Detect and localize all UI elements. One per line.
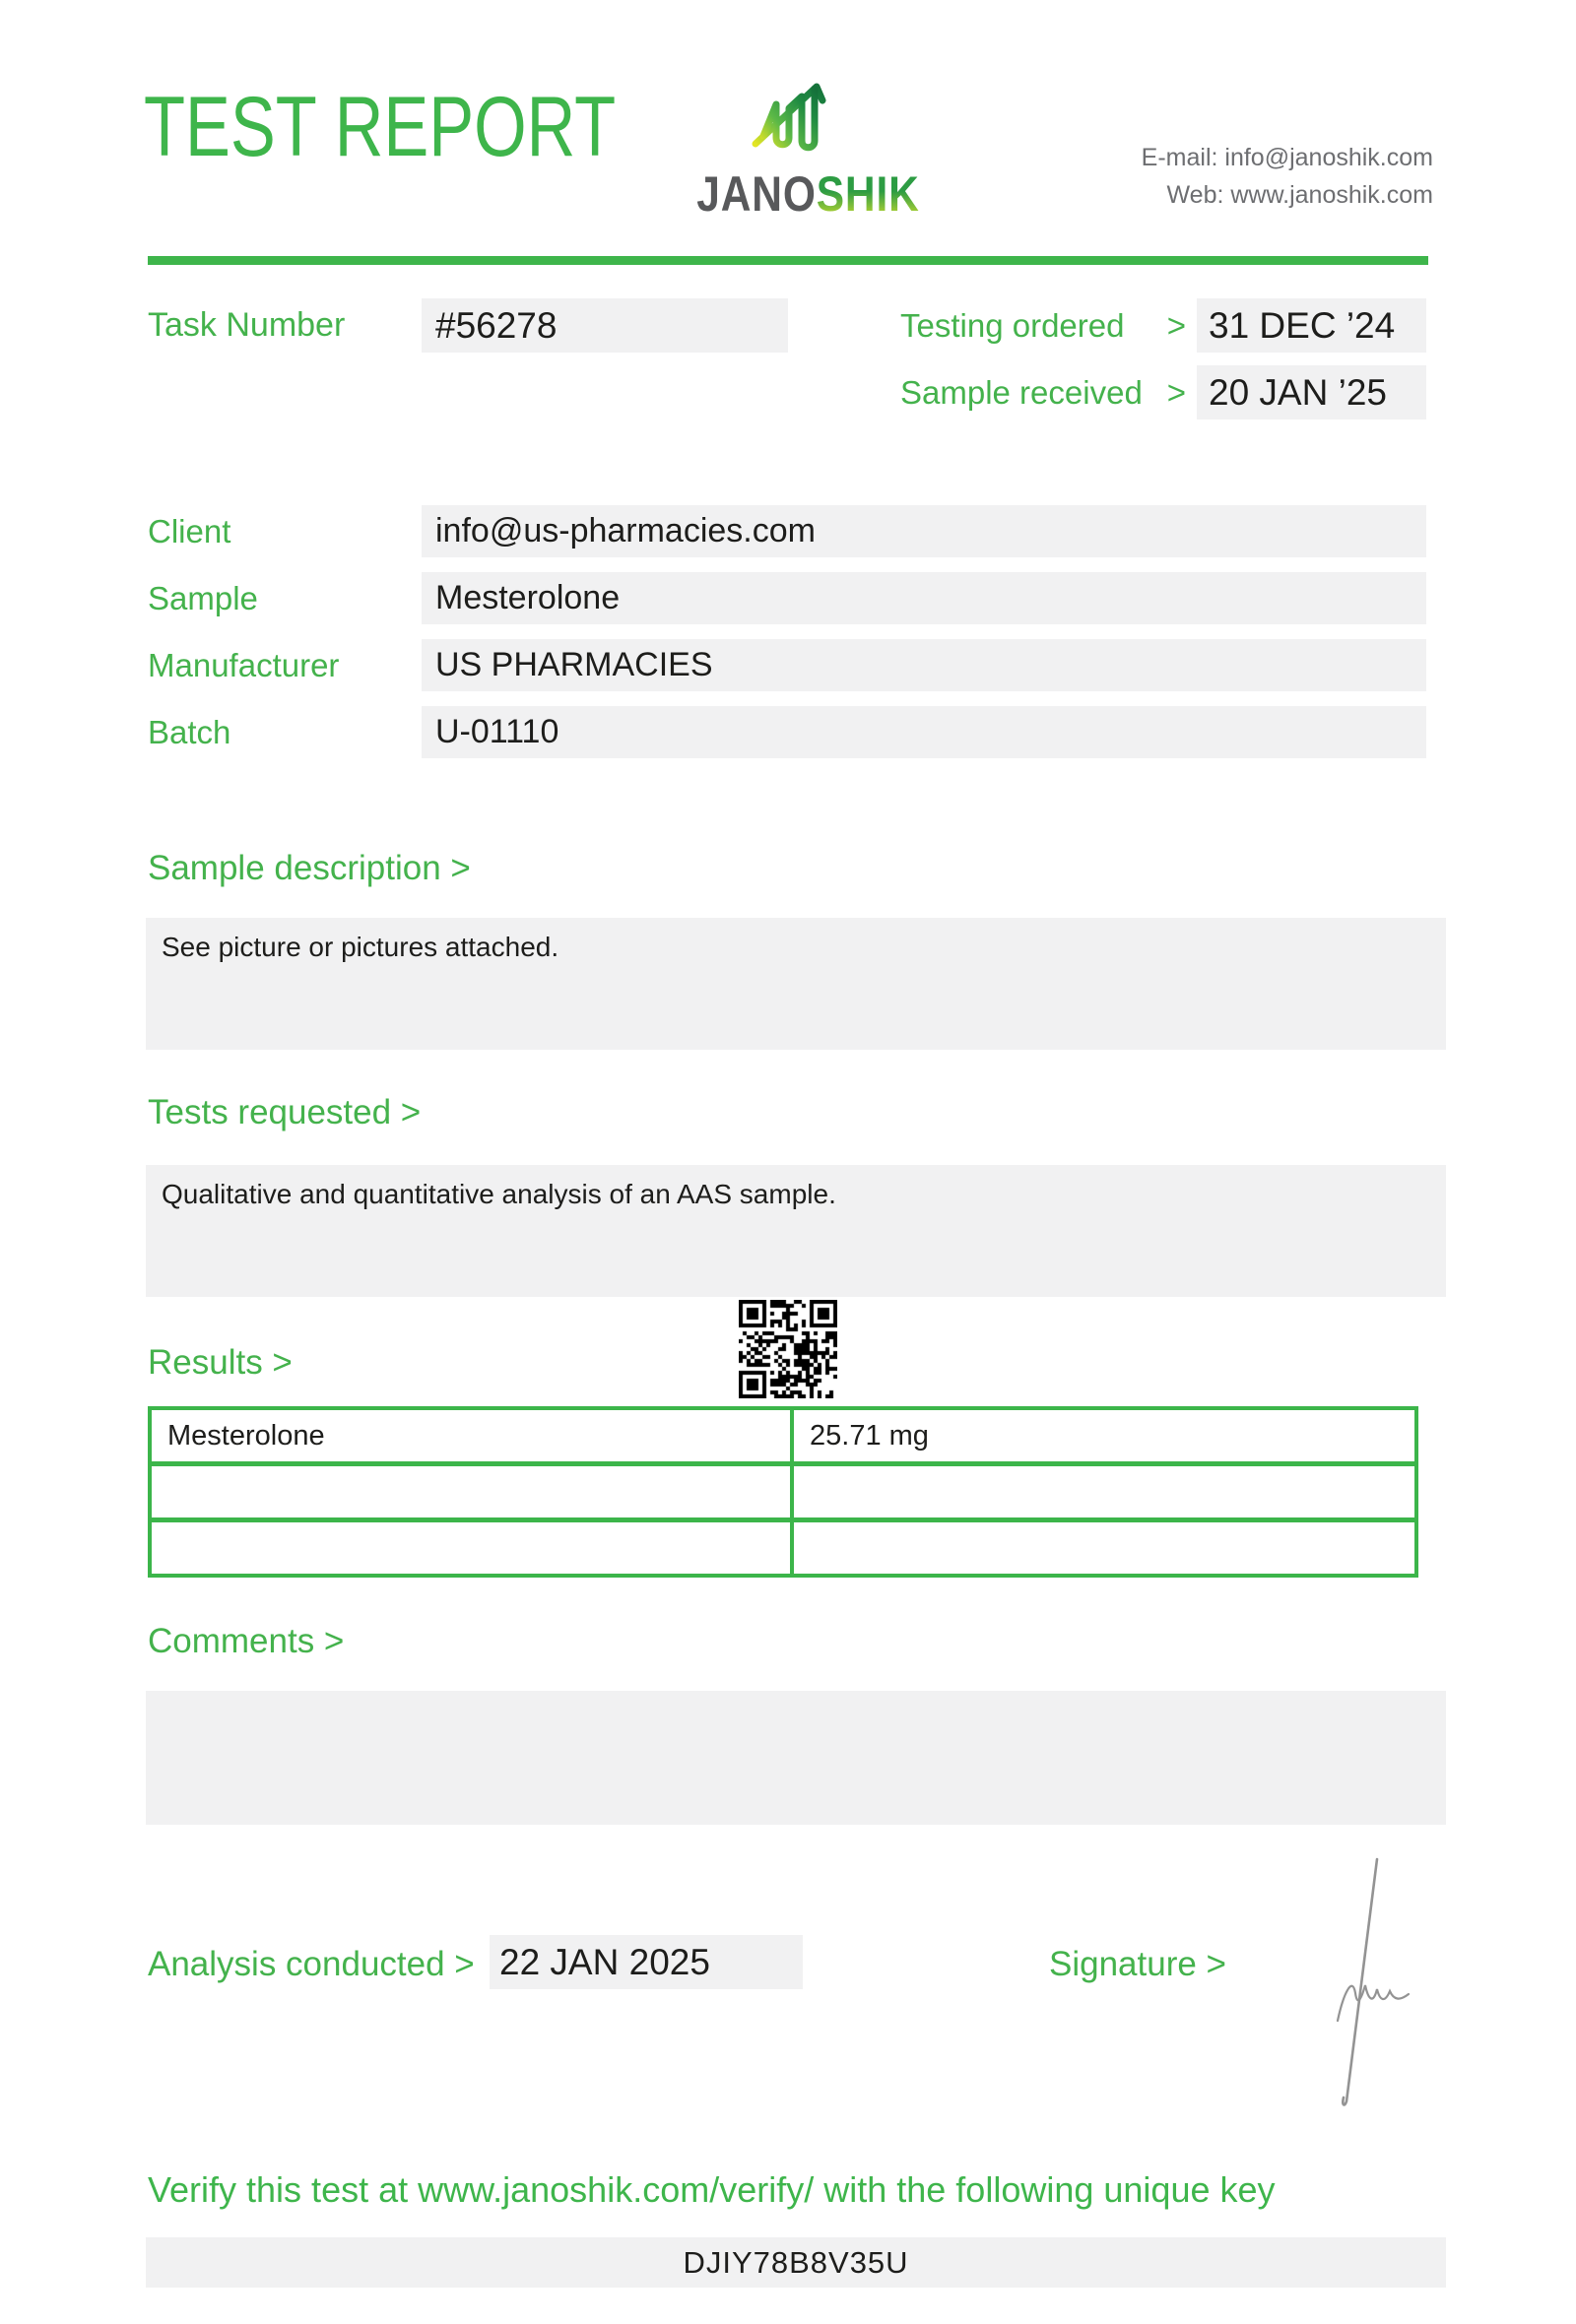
arrow-glyph: > — [1166, 374, 1186, 411]
testing-ordered-row — [900, 298, 1426, 353]
results-table-row — [152, 1517, 1414, 1574]
contact-web: Web: www.janoshik.com — [1166, 181, 1433, 209]
verify-instruction: Verify this test at www.janoshik.com/verify/ with the following unique key — [148, 2169, 1276, 2210]
page-title: TEST REPORT — [144, 80, 617, 174]
logo-word-green: SHIK — [816, 166, 920, 222]
result-amount-cell — [794, 1522, 1414, 1574]
tests-requested-text: Qualitative and quantitative analysis of an AAS sample. — [162, 1179, 836, 1209]
result-amount-cell — [794, 1466, 1414, 1517]
comments-heading: Comments > — [148, 1622, 345, 1660]
sample-row — [148, 572, 1426, 624]
sample-value: Mesterolone — [435, 579, 621, 616]
client-value: info@us-pharmacies.com — [435, 512, 816, 549]
sample-received-value: 20 JAN ’25 — [1209, 372, 1387, 413]
testing-ordered-label: Testing ordered — [900, 307, 1125, 344]
client-row — [148, 505, 1426, 557]
header-divider — [148, 256, 1428, 265]
analysis-conducted-label: Analysis conducted > — [148, 1945, 475, 1983]
contact-email: E-mail: info@janoshik.com — [1141, 144, 1433, 171]
manufacturer-value: US PHARMACIES — [435, 646, 713, 683]
signature-image — [1251, 1849, 1448, 2117]
tests-requested-box — [146, 1165, 1446, 1297]
batch-row — [148, 706, 1426, 758]
manufacturer-row — [148, 639, 1426, 691]
batch-label: Batch — [148, 714, 231, 750]
sample-received-value-box — [1197, 365, 1426, 420]
results-table-row — [152, 1461, 1414, 1517]
comments-box — [146, 1691, 1446, 1825]
unique-key-box — [146, 2237, 1446, 2288]
task-number-label: Task Number — [148, 306, 346, 344]
client-value-box — [422, 505, 1426, 557]
contact-block — [1079, 139, 1433, 214]
sample-received-label: Sample received — [900, 374, 1143, 411]
unique-key-value: DJIY78B8V35U — [683, 2245, 909, 2280]
results-table — [148, 1406, 1418, 1578]
result-substance-cell: Mesterolone — [152, 1410, 794, 1461]
sample-description-text: See picture or pictures attached. — [162, 932, 559, 962]
analysis-date-value: 22 JAN 2025 — [499, 1942, 710, 1982]
manufacturer-value-box — [422, 639, 1426, 691]
manufacturer-label: Manufacturer — [148, 647, 340, 683]
sample-received-row — [900, 365, 1426, 420]
logo-wordmark — [696, 166, 920, 222]
comments-text — [146, 1691, 1446, 1703]
qr-code — [739, 1300, 837, 1398]
batch-value: U-01110 — [435, 713, 559, 750]
result-substance-cell — [152, 1466, 794, 1517]
result-substance-cell — [152, 1522, 794, 1574]
logo-word-dark: JANO — [696, 166, 817, 222]
task-number-value: #56278 — [435, 305, 558, 346]
signature-label: Signature > — [1049, 1945, 1226, 1983]
sample-description-heading: Sample description > — [148, 849, 471, 887]
janoshik-logo — [680, 77, 920, 222]
results-heading: Results > — [148, 1343, 293, 1382]
analysis-date-box — [490, 1935, 803, 1989]
results-table-row — [152, 1410, 1414, 1461]
arrow-glyph: > — [1166, 307, 1186, 344]
sample-label: Sample — [148, 580, 258, 616]
sample-description-box — [146, 918, 1446, 1050]
testing-ordered-value-box — [1197, 298, 1426, 353]
batch-value-box — [422, 706, 1426, 758]
tests-requested-heading: Tests requested > — [148, 1093, 422, 1131]
sample-value-box — [422, 572, 1426, 624]
testing-ordered-value: 31 DEC ’24 — [1209, 305, 1396, 346]
client-label: Client — [148, 513, 231, 549]
result-amount-cell: 25.71 mg — [810, 1419, 929, 1452]
trend-chart-logo-icon — [742, 77, 844, 171]
task-number-value-box — [422, 298, 788, 353]
